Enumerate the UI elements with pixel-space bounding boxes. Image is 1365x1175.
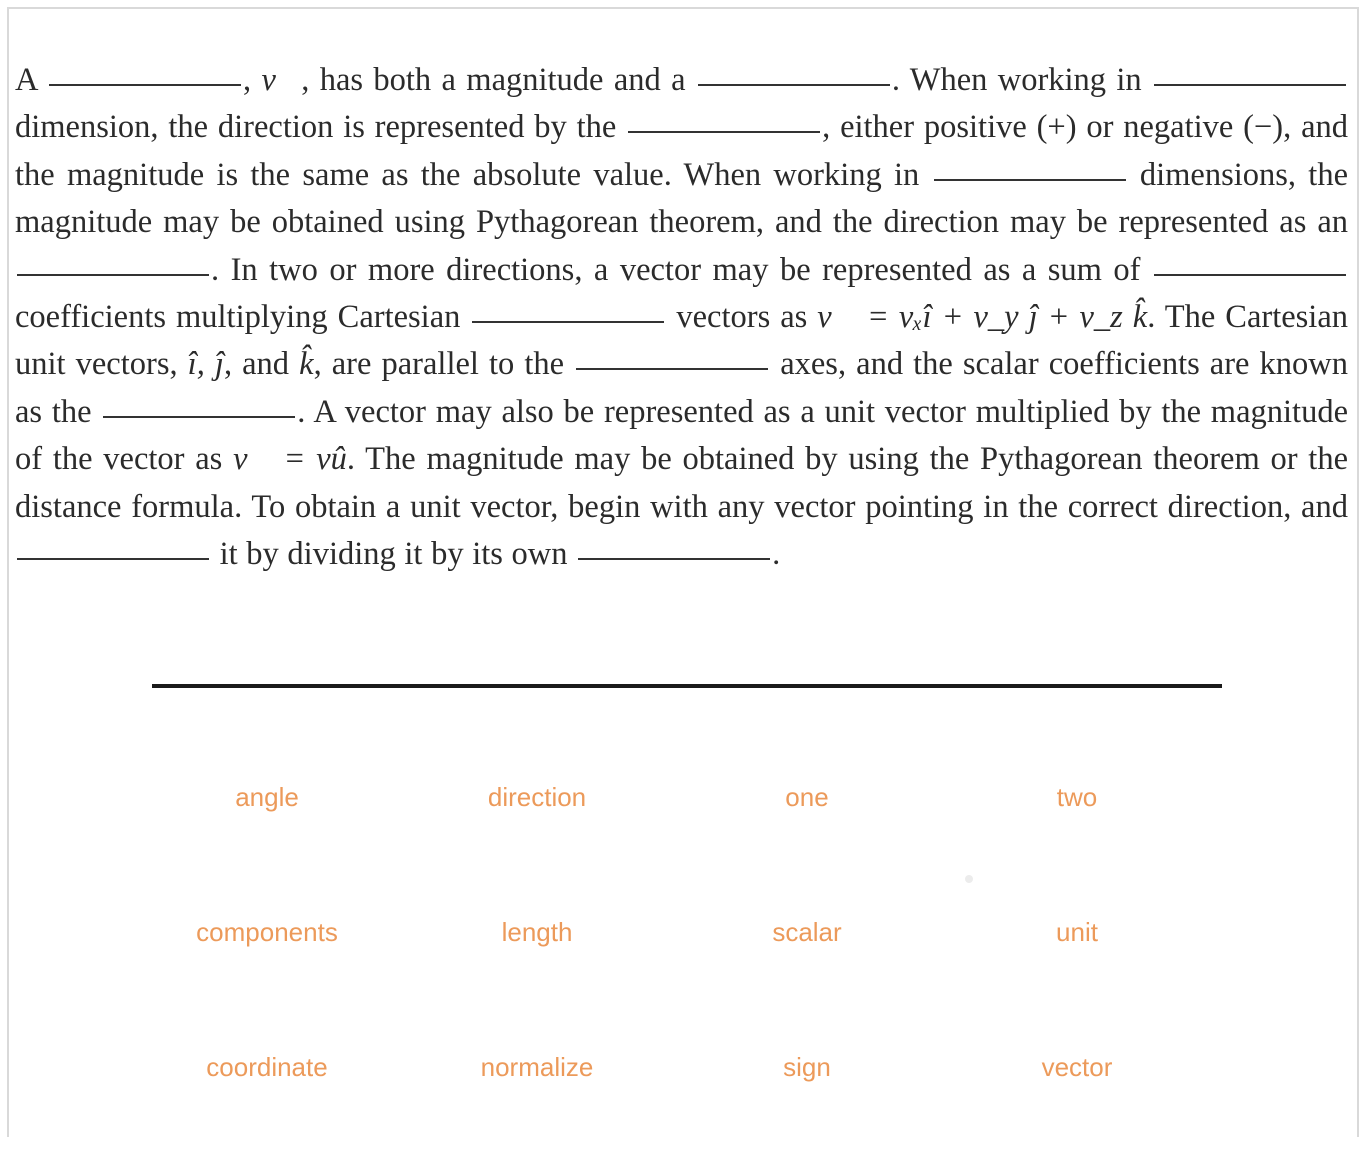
passage-text: , either positive (+) or negative (−), and the magnitude is the same as the absolute value. When working in (15, 109, 1348, 193)
unit-vectors-i-j: î, ĵ (187, 346, 224, 383)
word-tile-length[interactable]: length (501, 917, 573, 947)
unit-vector-k: k̂ (299, 346, 314, 383)
passage-text: dimension, the direction is represented by the (15, 109, 617, 146)
word-tile-sign[interactable]: sign (783, 1052, 831, 1082)
blank-10-drop-zone[interactable] (103, 415, 295, 418)
blank-3-drop-zone[interactable] (1154, 83, 1346, 86)
passage-text: . When working in (891, 62, 1142, 98)
word-tile-two[interactable]: two (1056, 782, 1098, 812)
fill-in-passage (15, 57, 1348, 578)
passage-text: vectors as (676, 299, 818, 336)
blank-1-drop-zone[interactable] (49, 83, 241, 86)
word-tile-normalize[interactable]: normalize (480, 1052, 594, 1082)
passage-text: . In two or more directions, a vector may be represented as a sum of (211, 251, 1141, 288)
word-tile-unit[interactable]: unit (1056, 917, 1098, 947)
word-tile-components[interactable]: components (196, 917, 338, 947)
blank-11-drop-zone[interactable] (17, 557, 209, 560)
passage-text: , has both a magnitude and a (301, 62, 686, 98)
passage-text: it by dividing it by its own (219, 536, 568, 573)
passage-text: . (772, 536, 781, 573)
passage-text: , (243, 62, 262, 98)
blank-2-drop-zone[interactable] (698, 83, 890, 86)
word-tile-vector[interactable]: vector (1041, 1052, 1113, 1082)
passage-text: dimensions, the magnitude may be obtained using Pythagorean theorem, and the direction may be represented as an (15, 156, 1349, 241)
passage-text: A (15, 62, 37, 98)
blank-6-drop-zone[interactable] (17, 273, 209, 276)
passage-text: . The Cartesian unit vectors, (15, 299, 1349, 383)
word-tile-direction[interactable]: direction (487, 782, 587, 812)
passage-text: axes, and the scalar coefficients are known as the (15, 346, 1349, 430)
word-tile-coordinate[interactable]: coordinate (206, 1052, 328, 1082)
word-tile-angle[interactable]: angle (235, 782, 299, 812)
blank-4-drop-zone[interactable] (628, 130, 820, 133)
passage-text: . A vector may also be represented as a unit vector multiplied by the magnitude of the vector as (15, 393, 1348, 478)
word-tile-one[interactable]: one (785, 782, 829, 812)
unit-vector-equation: v⃗ = vû (233, 441, 347, 478)
passage-text: . The magnitude may be obtained by using the Pythagorean theorem or the distance formula. To obtain a unit vector, begin with any vector pointing in the correct direction, and (15, 441, 1349, 525)
blank-8-drop-zone[interactable] (472, 320, 664, 323)
blank-9-drop-zone[interactable] (576, 367, 768, 370)
word-bank (132, 770, 1212, 1175)
blank-12-drop-zone[interactable] (578, 557, 770, 560)
decorative-dot (965, 875, 973, 883)
vector-v-symbol: v⃗ (261, 62, 302, 98)
passage-text: coefficients multiplying Cartesian (15, 299, 461, 336)
passage-text: , are parallel to the (313, 346, 565, 383)
blank-7-drop-zone[interactable] (1154, 273, 1346, 276)
passage-text: , and (223, 346, 300, 383)
divider-line (152, 684, 1222, 688)
word-tile-scalar[interactable]: scalar (772, 917, 842, 947)
vector-component-equation: v⃗ = vₓî + v_y ĵ + v_z k̂ (817, 299, 1148, 336)
blank-5-drop-zone[interactable] (934, 178, 1126, 181)
